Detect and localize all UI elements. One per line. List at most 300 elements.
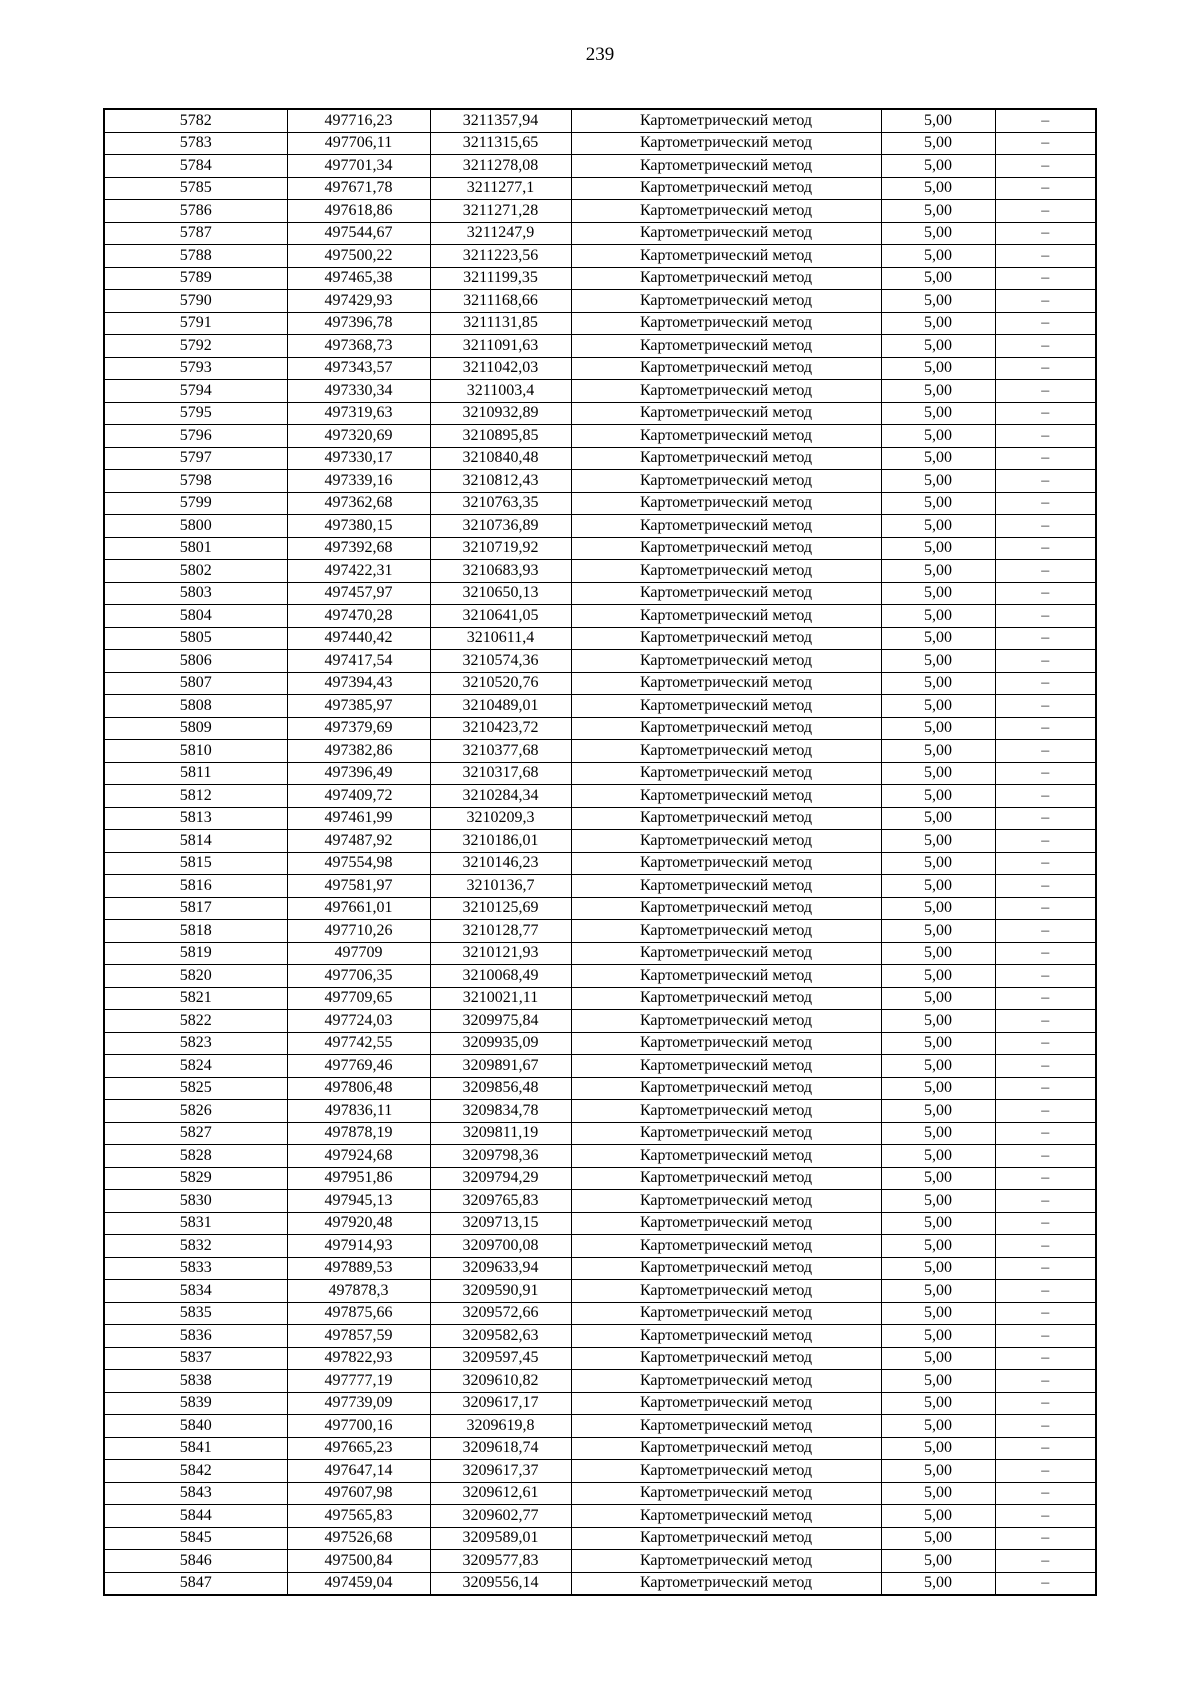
point-number-cell: 5830: [104, 1190, 287, 1213]
method-cell: Картометрический метод: [571, 672, 881, 695]
x-coordinate-cell: 497396,78: [287, 312, 430, 335]
point-number-cell: 5782: [104, 109, 287, 132]
x-coordinate-cell: 497461,99: [287, 807, 430, 830]
point-number-cell: 5841: [104, 1437, 287, 1460]
y-coordinate-cell: 3209834,78: [430, 1100, 571, 1123]
y-coordinate-cell: 3210611,4: [430, 627, 571, 650]
description-cell: –: [995, 965, 1096, 988]
description-cell: –: [995, 1280, 1096, 1303]
y-coordinate-cell: 3211247,9: [430, 222, 571, 245]
method-cell: Картометрический метод: [571, 177, 881, 200]
y-coordinate-cell: 3210186,01: [430, 830, 571, 853]
accuracy-cell: 5,00: [881, 987, 995, 1010]
y-coordinate-cell: 3209935,09: [430, 1032, 571, 1055]
description-cell: –: [995, 267, 1096, 290]
y-coordinate-cell: 3210136,7: [430, 875, 571, 898]
point-number-cell: 5809: [104, 717, 287, 740]
description-cell: –: [995, 1460, 1096, 1483]
point-number-cell: 5833: [104, 1257, 287, 1280]
accuracy-cell: 5,00: [881, 1392, 995, 1415]
table-row: [104, 1280, 1096, 1303]
point-number-cell: 5789: [104, 267, 287, 290]
method-cell: Картометрический метод: [571, 1077, 881, 1100]
method-cell: Картометрический метод: [571, 155, 881, 178]
x-coordinate-cell: 497343,57: [287, 357, 430, 380]
x-coordinate-cell: 497701,34: [287, 155, 430, 178]
point-number-cell: 5790: [104, 290, 287, 313]
table-row: [104, 537, 1096, 560]
description-cell: –: [995, 762, 1096, 785]
description-cell: –: [995, 1077, 1096, 1100]
method-cell: Картометрический метод: [571, 447, 881, 470]
x-coordinate-cell: 497924,68: [287, 1145, 430, 1168]
table-row: [104, 515, 1096, 538]
y-coordinate-cell: 3209556,14: [430, 1572, 571, 1595]
accuracy-cell: 5,00: [881, 312, 995, 335]
x-coordinate-cell: 497777,19: [287, 1370, 430, 1393]
x-coordinate-cell: 497500,84: [287, 1550, 430, 1573]
x-coordinate-cell: 497487,92: [287, 830, 430, 853]
method-cell: Картометрический метод: [571, 380, 881, 403]
x-coordinate-cell: 497878,19: [287, 1122, 430, 1145]
accuracy-cell: 5,00: [881, 1280, 995, 1303]
point-number-cell: 5825: [104, 1077, 287, 1100]
accuracy-cell: 5,00: [881, 807, 995, 830]
accuracy-cell: 5,00: [881, 1145, 995, 1168]
x-coordinate-cell: 497330,17: [287, 447, 430, 470]
description-cell: –: [995, 402, 1096, 425]
point-number-cell: 5818: [104, 920, 287, 943]
table-row: [104, 785, 1096, 808]
x-coordinate-cell: 497459,04: [287, 1572, 430, 1595]
y-coordinate-cell: 3211131,85: [430, 312, 571, 335]
table-row: [104, 762, 1096, 785]
method-cell: Картометрический метод: [571, 717, 881, 740]
method-cell: Картометрический метод: [571, 109, 881, 132]
y-coordinate-cell: 3210284,34: [430, 785, 571, 808]
table-row: [104, 380, 1096, 403]
table-row: [104, 830, 1096, 853]
x-coordinate-cell: 497914,93: [287, 1235, 430, 1258]
table-row: [104, 1550, 1096, 1573]
table-row: [104, 1415, 1096, 1438]
x-coordinate-cell: 497857,59: [287, 1325, 430, 1348]
method-cell: Картометрический метод: [571, 290, 881, 313]
y-coordinate-cell: 3211042,03: [430, 357, 571, 380]
accuracy-cell: 5,00: [881, 1257, 995, 1280]
method-cell: Картометрический метод: [571, 335, 881, 358]
point-number-cell: 5839: [104, 1392, 287, 1415]
point-number-cell: 5814: [104, 830, 287, 853]
point-number-cell: 5838: [104, 1370, 287, 1393]
accuracy-cell: 5,00: [881, 830, 995, 853]
accuracy-cell: 5,00: [881, 1482, 995, 1505]
table-row: [104, 1392, 1096, 1415]
table-row: [104, 1235, 1096, 1258]
point-number-cell: 5846: [104, 1550, 287, 1573]
y-coordinate-cell: 3211003,4: [430, 380, 571, 403]
x-coordinate-cell: 497544,67: [287, 222, 430, 245]
method-cell: Картометрический метод: [571, 1032, 881, 1055]
method-cell: Картометрический метод: [571, 132, 881, 155]
description-cell: –: [995, 380, 1096, 403]
x-coordinate-cell: 497875,66: [287, 1302, 430, 1325]
x-coordinate-cell: 497716,23: [287, 109, 430, 132]
point-number-cell: 5801: [104, 537, 287, 560]
accuracy-cell: 5,00: [881, 1122, 995, 1145]
method-cell: Картометрический метод: [571, 402, 881, 425]
table-row: [104, 267, 1096, 290]
description-cell: –: [995, 425, 1096, 448]
method-cell: Картометрический метод: [571, 627, 881, 650]
accuracy-cell: 5,00: [881, 672, 995, 695]
accuracy-cell: 5,00: [881, 425, 995, 448]
table-row: [104, 695, 1096, 718]
point-number-cell: 5832: [104, 1235, 287, 1258]
table-row: [104, 312, 1096, 335]
method-cell: Картометрический метод: [571, 1572, 881, 1595]
accuracy-cell: 5,00: [881, 717, 995, 740]
description-cell: –: [995, 1550, 1096, 1573]
method-cell: Картометрический метод: [571, 312, 881, 335]
y-coordinate-cell: 3209590,91: [430, 1280, 571, 1303]
x-coordinate-cell: 497618,86: [287, 200, 430, 223]
y-coordinate-cell: 3210520,76: [430, 672, 571, 695]
description-cell: –: [995, 470, 1096, 493]
table-row: [104, 245, 1096, 268]
description-cell: –: [995, 560, 1096, 583]
point-number-cell: 5819: [104, 942, 287, 965]
table-row: [104, 447, 1096, 470]
description-cell: –: [995, 852, 1096, 875]
y-coordinate-cell: 3211357,94: [430, 109, 571, 132]
x-coordinate-cell: 497951,86: [287, 1167, 430, 1190]
x-coordinate-cell: 497710,26: [287, 920, 430, 943]
accuracy-cell: 5,00: [881, 695, 995, 718]
table-row: [104, 965, 1096, 988]
accuracy-cell: 5,00: [881, 1100, 995, 1123]
y-coordinate-cell: 3210932,89: [430, 402, 571, 425]
description-cell: –: [995, 1055, 1096, 1078]
accuracy-cell: 5,00: [881, 560, 995, 583]
accuracy-cell: 5,00: [881, 740, 995, 763]
description-cell: –: [995, 447, 1096, 470]
description-cell: –: [995, 605, 1096, 628]
accuracy-cell: 5,00: [881, 582, 995, 605]
point-number-cell: 5840: [104, 1415, 287, 1438]
y-coordinate-cell: 3210423,72: [430, 717, 571, 740]
x-coordinate-cell: 497709,65: [287, 987, 430, 1010]
x-coordinate-cell: 497565,83: [287, 1505, 430, 1528]
x-coordinate-cell: 497394,43: [287, 672, 430, 695]
table-row: [104, 1482, 1096, 1505]
method-cell: Картометрический метод: [571, 1055, 881, 1078]
accuracy-cell: 5,00: [881, 155, 995, 178]
point-number-cell: 5827: [104, 1122, 287, 1145]
table-row: [104, 1077, 1096, 1100]
point-number-cell: 5798: [104, 470, 287, 493]
x-coordinate-cell: 497706,11: [287, 132, 430, 155]
description-cell: –: [995, 672, 1096, 695]
point-number-cell: 5797: [104, 447, 287, 470]
accuracy-cell: 5,00: [881, 1010, 995, 1033]
y-coordinate-cell: 3209700,08: [430, 1235, 571, 1258]
y-coordinate-cell: 3210812,43: [430, 470, 571, 493]
table-row: [104, 1190, 1096, 1213]
description-cell: –: [995, 492, 1096, 515]
table-row: [104, 1527, 1096, 1550]
point-number-cell: 5815: [104, 852, 287, 875]
description-cell: –: [995, 875, 1096, 898]
method-cell: Картометрический метод: [571, 1302, 881, 1325]
x-coordinate-cell: 497380,15: [287, 515, 430, 538]
description-cell: –: [995, 1437, 1096, 1460]
y-coordinate-cell: 3209577,83: [430, 1550, 571, 1573]
point-number-cell: 5831: [104, 1212, 287, 1235]
x-coordinate-cell: 497822,93: [287, 1347, 430, 1370]
table-row: [104, 200, 1096, 223]
x-coordinate-cell: 497607,98: [287, 1482, 430, 1505]
y-coordinate-cell: 3209811,19: [430, 1122, 571, 1145]
table-row: [104, 1100, 1096, 1123]
y-coordinate-cell: 3209856,48: [430, 1077, 571, 1100]
table-row: [104, 1122, 1096, 1145]
accuracy-cell: 5,00: [881, 380, 995, 403]
y-coordinate-cell: 3209617,17: [430, 1392, 571, 1415]
table-row: [104, 560, 1096, 583]
description-cell: –: [995, 785, 1096, 808]
y-coordinate-cell: 3210209,3: [430, 807, 571, 830]
y-coordinate-cell: 3209602,77: [430, 1505, 571, 1528]
description-cell: –: [995, 222, 1096, 245]
method-cell: Картометрический метод: [571, 1212, 881, 1235]
description-cell: –: [995, 740, 1096, 763]
accuracy-cell: 5,00: [881, 920, 995, 943]
y-coordinate-cell: 3209572,66: [430, 1302, 571, 1325]
y-coordinate-cell: 3211278,08: [430, 155, 571, 178]
description-cell: –: [995, 627, 1096, 650]
accuracy-cell: 5,00: [881, 852, 995, 875]
point-number-cell: 5828: [104, 1145, 287, 1168]
point-number-cell: 5823: [104, 1032, 287, 1055]
table-row: [104, 470, 1096, 493]
accuracy-cell: 5,00: [881, 1055, 995, 1078]
method-cell: Картометрический метод: [571, 650, 881, 673]
y-coordinate-cell: 3210317,68: [430, 762, 571, 785]
description-cell: –: [995, 1302, 1096, 1325]
description-cell: –: [995, 200, 1096, 223]
table-row: [104, 1437, 1096, 1460]
table-row: [104, 357, 1096, 380]
method-cell: Картометрический метод: [571, 537, 881, 560]
point-number-cell: 5807: [104, 672, 287, 695]
point-number-cell: 5824: [104, 1055, 287, 1078]
method-cell: Картометрический метод: [571, 605, 881, 628]
method-cell: Картометрический метод: [571, 560, 881, 583]
table-row: [104, 1257, 1096, 1280]
y-coordinate-cell: 3209610,82: [430, 1370, 571, 1393]
method-cell: Картометрический метод: [571, 762, 881, 785]
point-number-cell: 5812: [104, 785, 287, 808]
description-cell: –: [995, 695, 1096, 718]
x-coordinate-cell: 497724,03: [287, 1010, 430, 1033]
table-row: [104, 672, 1096, 695]
y-coordinate-cell: 3210121,93: [430, 942, 571, 965]
point-number-cell: 5811: [104, 762, 287, 785]
y-coordinate-cell: 3210719,92: [430, 537, 571, 560]
point-number-cell: 5820: [104, 965, 287, 988]
y-coordinate-cell: 3209765,83: [430, 1190, 571, 1213]
y-coordinate-cell: 3209713,15: [430, 1212, 571, 1235]
accuracy-cell: 5,00: [881, 1415, 995, 1438]
accuracy-cell: 5,00: [881, 1235, 995, 1258]
y-coordinate-cell: 3210763,35: [430, 492, 571, 515]
accuracy-cell: 5,00: [881, 1572, 995, 1595]
point-number-cell: 5799: [104, 492, 287, 515]
description-cell: –: [995, 807, 1096, 830]
table-row: [104, 1167, 1096, 1190]
y-coordinate-cell: 3211271,28: [430, 200, 571, 223]
method-cell: Картометрический метод: [571, 245, 881, 268]
description-cell: –: [995, 290, 1096, 313]
table-row: [104, 402, 1096, 425]
method-cell: Картометрический метод: [571, 1325, 881, 1348]
point-number-cell: 5837: [104, 1347, 287, 1370]
description-cell: –: [995, 1010, 1096, 1033]
x-coordinate-cell: 497440,42: [287, 627, 430, 650]
method-cell: Картометрический метод: [571, 1257, 881, 1280]
table-row: [104, 987, 1096, 1010]
method-cell: Картометрический метод: [571, 1460, 881, 1483]
y-coordinate-cell: 3211091,63: [430, 335, 571, 358]
method-cell: Картометрический метод: [571, 357, 881, 380]
method-cell: Картометрический метод: [571, 1145, 881, 1168]
y-coordinate-cell: 3210574,36: [430, 650, 571, 673]
coordinates-table: [103, 108, 1097, 1596]
accuracy-cell: 5,00: [881, 402, 995, 425]
y-coordinate-cell: 3209794,29: [430, 1167, 571, 1190]
point-number-cell: 5805: [104, 627, 287, 650]
method-cell: Картометрический метод: [571, 267, 881, 290]
method-cell: Картометрический метод: [571, 200, 881, 223]
x-coordinate-cell: 497878,3: [287, 1280, 430, 1303]
method-cell: Картометрический метод: [571, 1415, 881, 1438]
y-coordinate-cell: 3210377,68: [430, 740, 571, 763]
y-coordinate-cell: 3209597,45: [430, 1347, 571, 1370]
method-cell: Картометрический метод: [571, 1010, 881, 1033]
x-coordinate-cell: 497362,68: [287, 492, 430, 515]
description-cell: –: [995, 650, 1096, 673]
method-cell: Картометрический метод: [571, 1100, 881, 1123]
point-number-cell: 5795: [104, 402, 287, 425]
method-cell: Картометрический метод: [571, 875, 881, 898]
method-cell: Картометрический метод: [571, 1482, 881, 1505]
x-coordinate-cell: 497330,34: [287, 380, 430, 403]
accuracy-cell: 5,00: [881, 492, 995, 515]
x-coordinate-cell: 497526,68: [287, 1527, 430, 1550]
x-coordinate-cell: 497500,22: [287, 245, 430, 268]
description-cell: –: [995, 245, 1096, 268]
description-cell: –: [995, 582, 1096, 605]
y-coordinate-cell: 3211277,1: [430, 177, 571, 200]
point-number-cell: 5834: [104, 1280, 287, 1303]
table-row: [104, 942, 1096, 965]
page-number: 239: [585, 44, 615, 65]
x-coordinate-cell: 497379,69: [287, 717, 430, 740]
method-cell: Картометрический метод: [571, 987, 881, 1010]
accuracy-cell: 5,00: [881, 762, 995, 785]
table-row: [104, 650, 1096, 673]
accuracy-cell: 5,00: [881, 267, 995, 290]
x-coordinate-cell: 497806,48: [287, 1077, 430, 1100]
table-row: [104, 605, 1096, 628]
point-number-cell: 5785: [104, 177, 287, 200]
description-cell: –: [995, 1190, 1096, 1213]
point-number-cell: 5821: [104, 987, 287, 1010]
x-coordinate-cell: 497889,53: [287, 1257, 430, 1280]
table-row: [104, 740, 1096, 763]
x-coordinate-cell: 497320,69: [287, 425, 430, 448]
x-coordinate-cell: 497470,28: [287, 605, 430, 628]
table-row: [104, 1302, 1096, 1325]
x-coordinate-cell: 497661,01: [287, 897, 430, 920]
table-row: [104, 1145, 1096, 1168]
accuracy-cell: 5,00: [881, 1460, 995, 1483]
x-coordinate-cell: 497382,86: [287, 740, 430, 763]
accuracy-cell: 5,00: [881, 109, 995, 132]
y-coordinate-cell: 3210736,89: [430, 515, 571, 538]
description-cell: –: [995, 1370, 1096, 1393]
y-coordinate-cell: 3209617,37: [430, 1460, 571, 1483]
accuracy-cell: 5,00: [881, 470, 995, 493]
accuracy-cell: 5,00: [881, 1347, 995, 1370]
point-number-cell: 5802: [104, 560, 287, 583]
description-cell: –: [995, 1235, 1096, 1258]
y-coordinate-cell: 3210128,77: [430, 920, 571, 943]
point-number-cell: 5794: [104, 380, 287, 403]
accuracy-cell: 5,00: [881, 245, 995, 268]
table-row: [104, 897, 1096, 920]
table-row: [104, 222, 1096, 245]
method-cell: Картометрический метод: [571, 515, 881, 538]
x-coordinate-cell: 497700,16: [287, 1415, 430, 1438]
description-cell: –: [995, 920, 1096, 943]
accuracy-cell: 5,00: [881, 515, 995, 538]
point-number-cell: 5822: [104, 1010, 287, 1033]
y-coordinate-cell: 3209633,94: [430, 1257, 571, 1280]
y-coordinate-cell: 3209589,01: [430, 1527, 571, 1550]
accuracy-cell: 5,00: [881, 1077, 995, 1100]
point-number-cell: 5816: [104, 875, 287, 898]
point-number-cell: 5786: [104, 200, 287, 223]
point-number-cell: 5835: [104, 1302, 287, 1325]
point-number-cell: 5793: [104, 357, 287, 380]
accuracy-cell: 5,00: [881, 965, 995, 988]
accuracy-cell: 5,00: [881, 447, 995, 470]
table-row: [104, 492, 1096, 515]
method-cell: Картометрический метод: [571, 1505, 881, 1528]
description-cell: –: [995, 830, 1096, 853]
x-coordinate-cell: 497665,23: [287, 1437, 430, 1460]
method-cell: Картометрический метод: [571, 1527, 881, 1550]
accuracy-cell: 5,00: [881, 1212, 995, 1235]
table-row: [104, 1505, 1096, 1528]
description-cell: –: [995, 987, 1096, 1010]
accuracy-cell: 5,00: [881, 1325, 995, 1348]
y-coordinate-cell: 3210650,13: [430, 582, 571, 605]
table-row: [104, 1010, 1096, 1033]
y-coordinate-cell: 3209582,63: [430, 1325, 571, 1348]
